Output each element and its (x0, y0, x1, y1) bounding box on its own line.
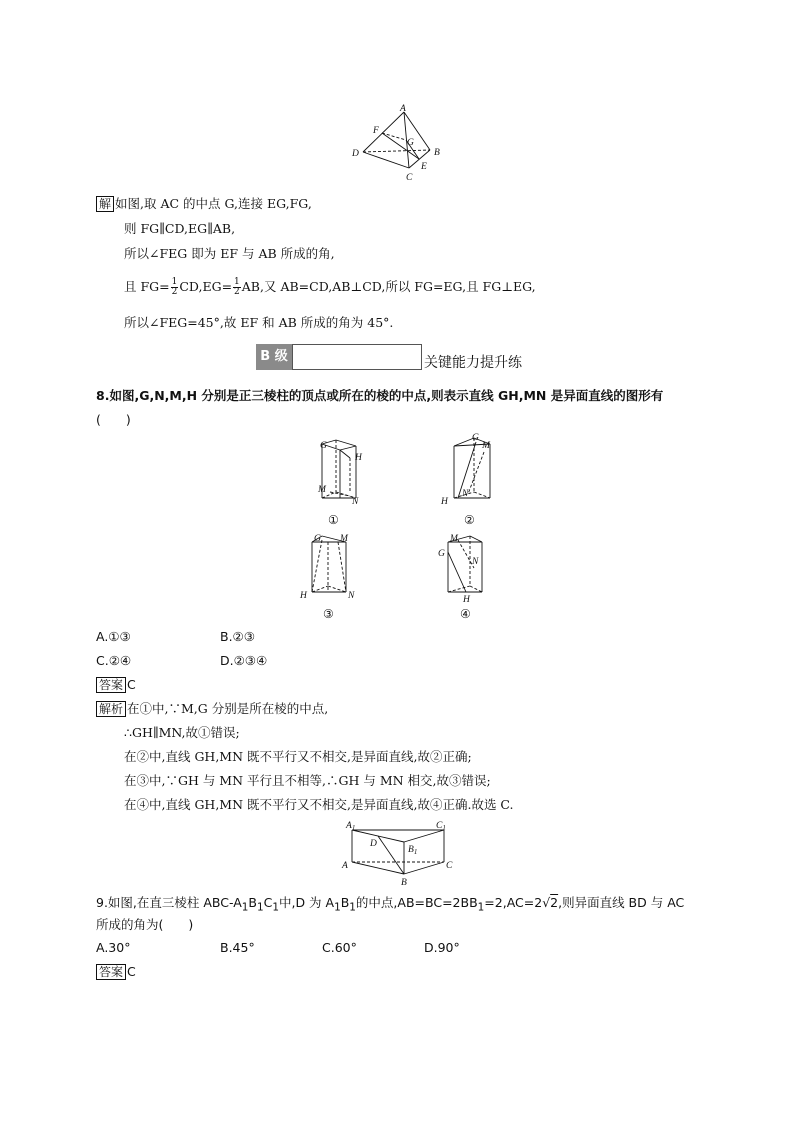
analysis-line-1: 解析 在①中,∵M,G 分别是所在棱的中点, (96, 700, 328, 718)
label-N: N (352, 497, 359, 507)
solution-line-4: 且 FG= $\frac{1}{2}$ CD,EG= $\frac{1}{2}$ AB,又 AB=CD,AB⊥CD,所以 FG=EG,且 FG⊥EG, (124, 277, 536, 297)
label-H: H (463, 595, 470, 605)
label-D: D (352, 149, 359, 159)
prism-figure-1 (310, 436, 370, 508)
option-a[interactable]: A.①③ (96, 629, 131, 644)
analysis-line-3: 在②中,直线 GH,MN 既不平行又不相交,是异面直线,故②正确; (124, 749, 472, 764)
option-b[interactable]: B.②③ (220, 629, 255, 644)
label-A1: $A_1$ (346, 821, 356, 832)
option-9-a[interactable]: A.30° (96, 940, 131, 955)
label-A: A (342, 861, 348, 871)
caption-2: ② (464, 513, 475, 527)
label-N: N (348, 591, 355, 601)
answer-tag: 答案 (96, 677, 126, 693)
label-M: M (482, 441, 490, 451)
question-9-stem: 9.如图,在直三棱柱 ABC-$A_1B_1C_1$中,D 为 $A_1B_1$的中点$,AB=BC=2BB_1=2,AC=2√2$,则异面直线 BD 与 AC (96, 895, 685, 914)
label-C: C (406, 173, 413, 183)
label-B: B (434, 148, 440, 158)
banner-title: 关键能力提升练 (424, 355, 522, 371)
caption-4: ④ (460, 607, 471, 621)
prism-figure-2 (440, 432, 500, 508)
prism-figure-4 (436, 530, 500, 606)
prism-figure-3 (298, 530, 362, 604)
label-G: G (438, 549, 445, 559)
label-N: N (472, 557, 479, 567)
label-M: M (318, 485, 326, 495)
option-c[interactable]: C.②④ (96, 653, 132, 668)
sqrt-symbol: √2 (542, 895, 559, 910)
label-N: N (462, 489, 469, 499)
caption-1: ① (328, 513, 339, 527)
label-M: M (450, 534, 458, 544)
right-prism-figure (340, 818, 458, 888)
answer-8: 答案 C (96, 676, 136, 694)
label-H: H (300, 591, 307, 601)
analysis-tag: 解析 (96, 701, 126, 717)
label-G: G (407, 138, 414, 148)
solution-tag: 解 (96, 196, 114, 212)
option-9-c[interactable]: C.60° (322, 940, 357, 955)
solution-line-3: 所以∠FEG 即为 EF 与 AB 所成的角, (124, 246, 335, 261)
solution-line-5: 所以∠FEG=45°,故 EF 和 AB 所成的角为 45°. (124, 315, 394, 330)
analysis-line-2: ∴GH∥MN,故①错误; (124, 725, 240, 740)
label-G: G (472, 433, 479, 443)
label-E: E (421, 162, 427, 172)
label-H: H (441, 497, 448, 507)
answer-9: 答案 C (96, 963, 136, 981)
option-9-b[interactable]: B.45° (220, 940, 255, 955)
label-H: H (355, 453, 362, 463)
label-A: A (400, 104, 406, 114)
question-8-paren: ( ) (96, 412, 131, 427)
banner-box (292, 344, 422, 370)
answer-tag: 答案 (96, 964, 126, 980)
option-d[interactable]: D.②③④ (220, 653, 268, 668)
fraction-half: $\frac{1}{2}$ (171, 277, 178, 297)
question-9-stem-2: 所成的角为( ) (96, 917, 194, 932)
banner-level: B 级 (256, 344, 292, 370)
caption-3: ③ (323, 607, 334, 621)
option-9-d[interactable]: D.90° (424, 940, 460, 955)
tetrahedron-figure (348, 102, 448, 184)
label-B: B (401, 878, 407, 888)
label-B1: $B_1$ (408, 845, 418, 856)
analysis-line-4: 在③中,∵GH 与 MN 平行且不相等,∴GH 与 MN 相交,故③错误; (124, 773, 491, 788)
label-G: G (314, 534, 321, 544)
fraction-half: $\frac{1}{2}$ (234, 277, 240, 297)
solution-line-1: 解 如图,取 AC 的中点 G,连接 EG,FG, (96, 195, 312, 213)
label-M: M (340, 534, 348, 544)
label-F: F (373, 126, 379, 136)
label-C1: $C_1$ (436, 821, 446, 832)
solution-line-2: 则 FG∥CD,EG∥AB, (124, 221, 236, 236)
label-G: G (320, 441, 327, 451)
label-C: C (446, 861, 453, 871)
label-D: D (370, 839, 377, 849)
analysis-line-5: 在④中,直线 GH,MN 既不平行又不相交,是异面直线,故④正确.故选 C. (124, 797, 514, 812)
question-8-stem: 8.如图,G,N,M,H 分别是正三棱柱的顶点或所在的棱的中点,则表示直线 GH,MN 是异面直线的图形有 (96, 388, 664, 403)
